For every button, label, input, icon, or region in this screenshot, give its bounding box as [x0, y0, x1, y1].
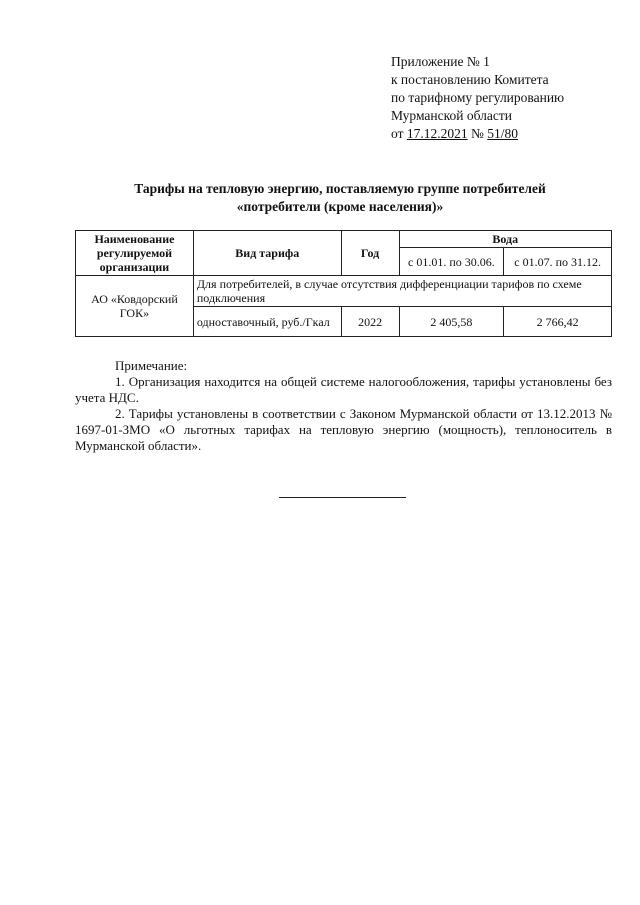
end-separator-line: [279, 497, 406, 498]
header-period-1: с 01.01. по 30.06.: [399, 248, 504, 276]
tariff-type: одноставочный, руб./Гкал: [193, 307, 341, 337]
appendix-date-line: [391, 125, 564, 143]
tariff-table: [75, 230, 612, 337]
title-line-2: «потребители (кроме населения)»: [236, 199, 444, 214]
tariff-value-period-1: 2 405,58: [399, 307, 504, 337]
resolution-number: 51/80: [487, 126, 519, 141]
appendix-region: Мурманской области: [391, 108, 512, 123]
tariff-value-period-2: 2 766,42: [504, 307, 612, 337]
appendix-committee: по тарифному регулированию: [391, 90, 565, 105]
note-item-2: 2. Тарифы установлены в соответствии с Законом Мурманской области от 13.12.2013 № 1697-01-ЗМО «О льготных тарифах на тепловую энергию (мощность), теплоноситель в Мурманской области».: [75, 406, 612, 453]
appendix-number: Приложение № 1: [391, 54, 490, 69]
header-org: Наименование регулируемой организации: [76, 231, 194, 276]
notes-section: [75, 358, 612, 454]
appendix-header: [391, 53, 564, 143]
header-medium: Вода: [399, 231, 611, 248]
header-tariff-type: Вид тарифа: [193, 231, 341, 276]
header-period-2: с 01.07. по 31.12.: [504, 248, 612, 276]
document-title: [60, 180, 620, 216]
org-name: АО «Ковдорский ГОК»: [76, 276, 194, 337]
consumer-note: Для потребителей, в случае отсутствия дифференциации тарифов по схеме подключения: [193, 276, 611, 307]
resolution-date: 17.12.2021: [406, 126, 468, 141]
date-prefix: от: [391, 126, 407, 141]
notes-heading: Примечание:: [115, 358, 188, 373]
header-year: Год: [341, 231, 399, 276]
note-item-1: 1. Организация находится на общей системе налогообложения, тарифы установлены без учета НДС.: [75, 374, 612, 405]
title-line-1: Тарифы на тепловую энергию, поставляемую группе потребителей: [134, 181, 546, 196]
appendix-resolution: к постановлению Комитета: [391, 72, 549, 87]
tariff-year: 2022: [341, 307, 399, 337]
number-prefix: №: [467, 126, 488, 141]
